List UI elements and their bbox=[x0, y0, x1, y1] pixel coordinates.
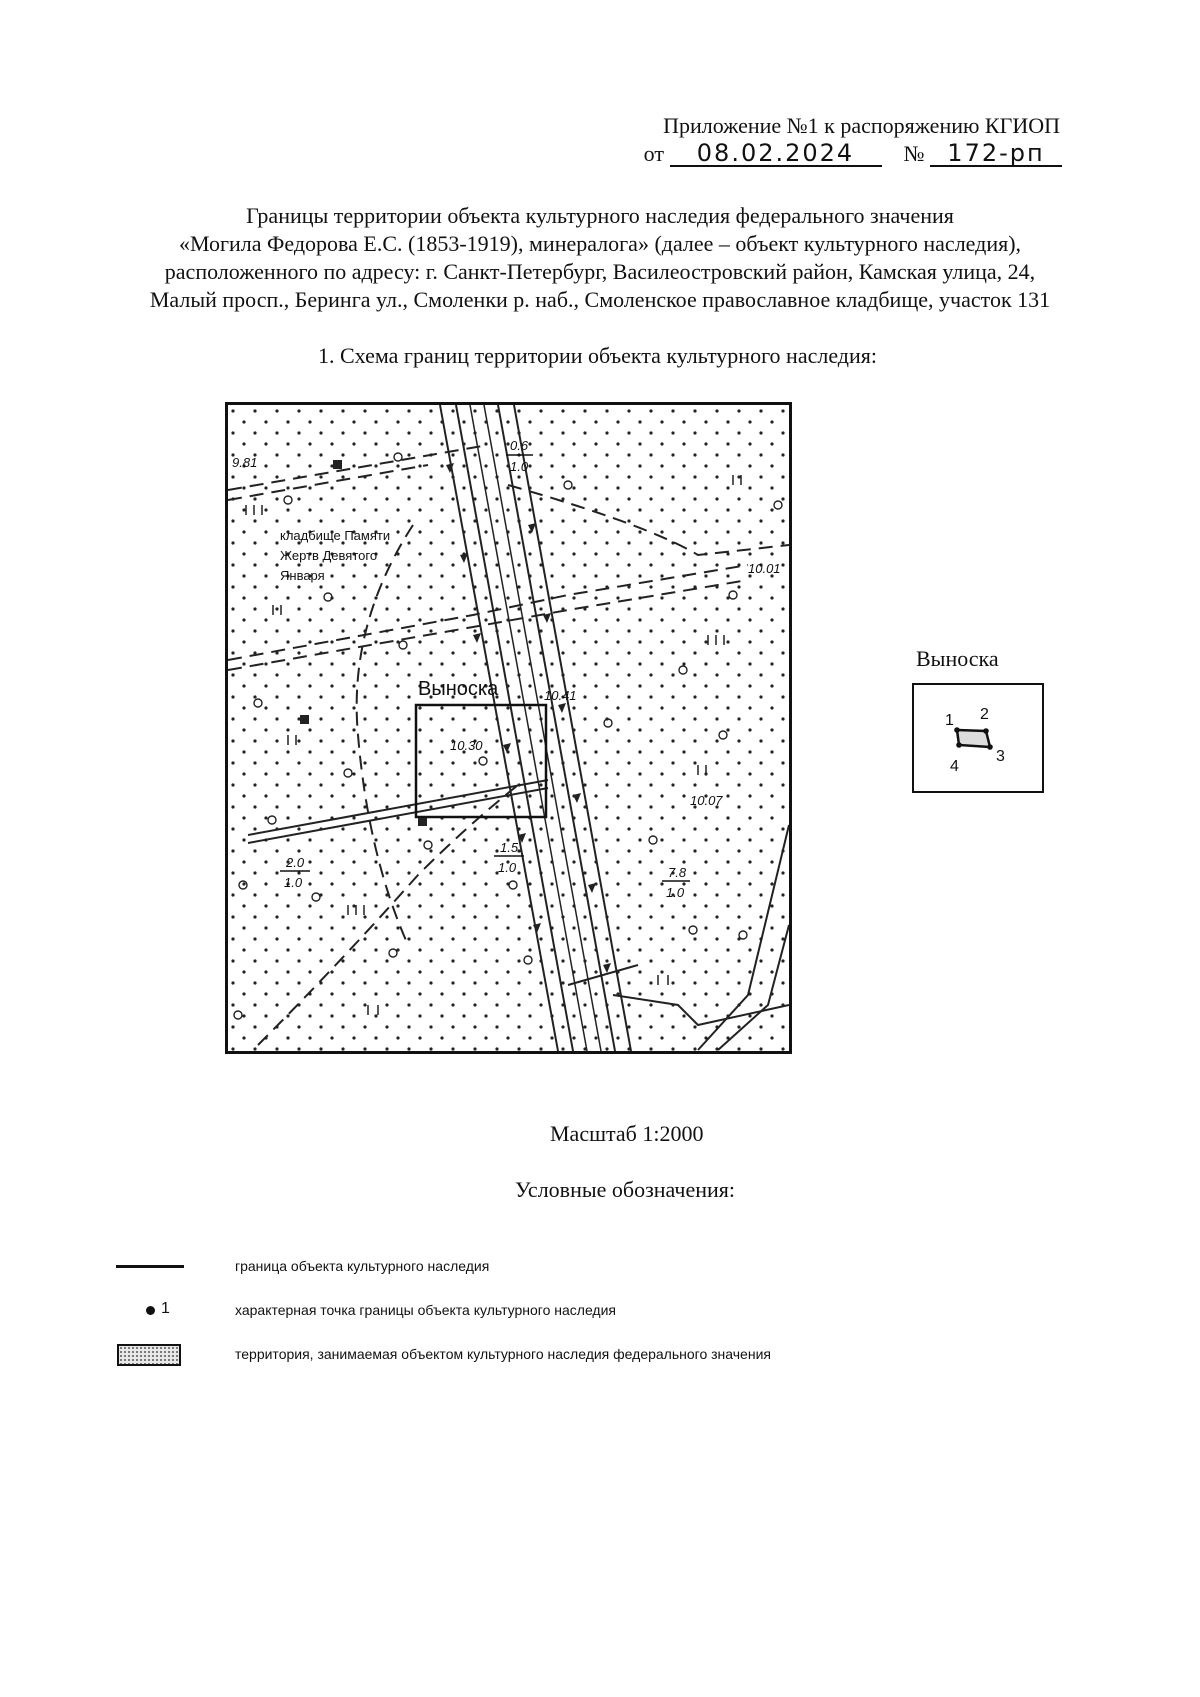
legend-item-point bbox=[115, 1296, 1015, 1326]
svg-text:1.5: 1.5 bbox=[500, 840, 519, 855]
svg-text:1.0: 1.0 bbox=[666, 885, 685, 900]
svg-text:1.0: 1.0 bbox=[498, 860, 517, 875]
cemetery-label-line-2: Жертв Девятого bbox=[280, 548, 378, 563]
callout-title: Выноска bbox=[916, 646, 999, 671]
point-label-4: 4 bbox=[950, 758, 959, 775]
characteristic-point-symbol bbox=[115, 1296, 185, 1326]
number-prefix: № bbox=[903, 141, 925, 166]
boundary-point-4 bbox=[956, 742, 962, 748]
elevation-label: 9.81 bbox=[232, 455, 258, 470]
svg-text:0.6: 0.6 bbox=[510, 438, 529, 453]
heading-line-4: Малый просп., Беринга ул., Смоленки р. наб., Смоленское православное кладбище, участок 131 bbox=[149, 287, 1051, 312]
boundary-point-1 bbox=[954, 727, 960, 733]
cemetery-dot-fill bbox=[228, 405, 789, 1051]
heading-line-3: расположенного по адресу: г. Санкт-Петербург, Василеостровский район, Камская улица, 24, bbox=[164, 259, 1036, 284]
legend-text: территория, занимаемая объектом культурного наследия федерального значения bbox=[235, 1346, 771, 1362]
elevation-label: 10.30 bbox=[450, 738, 483, 753]
small-building bbox=[300, 715, 309, 724]
svg-text:1.0: 1.0 bbox=[284, 875, 303, 890]
boundary-point-3 bbox=[987, 744, 993, 750]
order-date: 08.02.2024 bbox=[670, 141, 882, 167]
legend-text: граница объекта культурного наследия bbox=[235, 1258, 490, 1274]
legend-text: характерная точка границы объекта культурного наследия bbox=[235, 1302, 616, 1318]
legend-title: Условные обозначения: bbox=[515, 1177, 736, 1202]
elevation-label: 10.07 bbox=[690, 793, 723, 808]
appendix-title: Приложение №1 к распоряжению КГИОП bbox=[663, 113, 1060, 138]
date-prefix: от bbox=[643, 141, 664, 166]
point-label-1: 1 bbox=[945, 712, 954, 729]
elevation-label: 10.41 bbox=[544, 688, 577, 703]
legend-item-territory bbox=[115, 1340, 1015, 1370]
point-label-3: 3 bbox=[996, 748, 1005, 765]
section-title: 1. Схема границ территории объекта культурного наследия: bbox=[318, 343, 878, 368]
boundary-line-symbol bbox=[115, 1252, 185, 1282]
map-scale: Масштаб 1:2000 bbox=[550, 1121, 704, 1146]
heading-line-2: «Могила Федорова Е.С. (1853-1919), минералога» (далее – объект культурного наследия), bbox=[178, 231, 1022, 256]
point-label-2: 2 bbox=[980, 706, 989, 723]
order-number: 172-рп bbox=[930, 141, 1062, 167]
callout-box bbox=[912, 683, 1044, 793]
cemetery-label-line-1: кладбище Памяти bbox=[280, 528, 391, 543]
svg-text:2.0: 2.0 bbox=[286, 855, 305, 870]
territory-fill-symbol bbox=[115, 1340, 185, 1370]
document-heading bbox=[100, 202, 1100, 314]
map-callout-label: Выноска bbox=[418, 678, 499, 700]
svg-text:1.0: 1.0 bbox=[510, 459, 529, 474]
legend-item-boundary bbox=[115, 1252, 1015, 1282]
heading-line-1: Границы территории объекта культурного наследия федерального значения bbox=[246, 203, 954, 228]
point-number: 1 bbox=[161, 1300, 170, 1317]
order-line bbox=[542, 140, 1062, 168]
svg-text:7.8: 7.8 bbox=[668, 865, 687, 880]
small-building bbox=[418, 817, 427, 826]
cemetery-label-line-3: Января bbox=[280, 568, 325, 583]
boundary-map bbox=[225, 402, 792, 1054]
elevation-label: 10.01 bbox=[748, 561, 781, 576]
small-building bbox=[333, 460, 342, 469]
boundary-point-2 bbox=[983, 728, 989, 734]
